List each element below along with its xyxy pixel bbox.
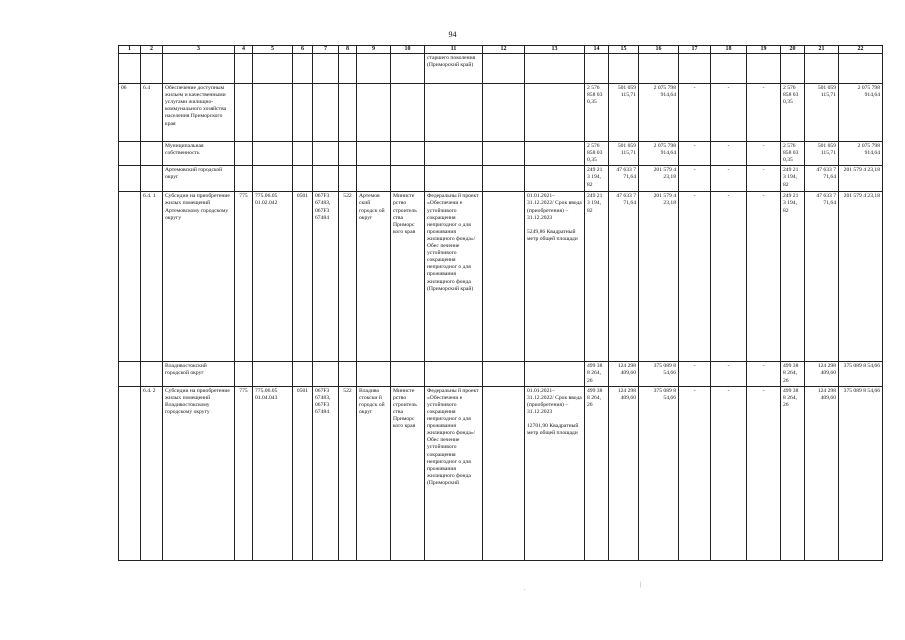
table-cell: 067F3 67483, 067F3 67484 (313, 386, 339, 560)
table-row (119, 166, 883, 192)
column-number: 17 (679, 46, 711, 54)
table-cell (391, 166, 425, 192)
table-cell (839, 54, 883, 84)
table-cell: 0501 (293, 386, 313, 560)
table-cell: - (711, 166, 747, 192)
table-cell (639, 54, 679, 84)
table-cell: - (679, 84, 711, 142)
table-cell: 124 298 409,60 (805, 386, 839, 560)
table-cell (235, 84, 253, 142)
table-cell: Министе рство строитель ства Приморс кого края (391, 192, 425, 362)
table-cell (293, 54, 313, 84)
table-cell (483, 192, 525, 362)
table-row (119, 362, 883, 386)
table-cell (141, 362, 163, 386)
table-cell: 2 075 798 914,64 (639, 142, 679, 166)
table-cell: 375 089 8 54,66 (839, 386, 883, 560)
table-row (119, 54, 883, 84)
table-cell: 47 633 7 71,64 (609, 192, 639, 362)
table-cell (293, 166, 313, 192)
table-cell (781, 54, 805, 84)
table-cell: 249 21 3 194, 82 (781, 192, 805, 362)
table-cell: 6.4. 2 (141, 386, 163, 560)
table-cell: - (747, 166, 781, 192)
table-cell (141, 142, 163, 166)
column-number: 2 (141, 46, 163, 54)
scan-mark: . (524, 586, 526, 592)
table-cell: 249 21 3 194, 82 (585, 192, 609, 362)
table-row (119, 192, 883, 362)
column-number: 3 (163, 46, 235, 54)
column-number: 12 (483, 46, 525, 54)
table-cell (313, 142, 339, 166)
table-cell (679, 54, 711, 84)
table-cell: - (747, 84, 781, 142)
table-cell (313, 166, 339, 192)
table-cell (235, 166, 253, 192)
table-cell (609, 54, 639, 84)
table-cell: 2 576 858 03 0,35 (781, 84, 805, 142)
table-cell: 124 298 409,60 (609, 386, 639, 560)
table-cell (253, 84, 293, 142)
column-number: 7 (313, 46, 339, 54)
table-cell (483, 142, 525, 166)
table-cell (313, 84, 339, 142)
table-cell: 775.06.05 01.04.043 (253, 386, 293, 560)
table-cell (119, 54, 141, 84)
table-cell (483, 166, 525, 192)
table-cell: 06 (119, 84, 141, 142)
table-cell: 01.01.2021– 31.12.2022/ Срок ввода (приобретения) – 31.12.2023 12701,90 Квадратный метр общей площади (525, 386, 585, 560)
table-cell (357, 362, 391, 386)
table-cell: 501 059 115,71 (805, 84, 839, 142)
table-cell: 375 089 8 54,66 (639, 362, 679, 386)
table-cell (339, 166, 357, 192)
table-cell (293, 362, 313, 386)
table-cell (525, 54, 585, 84)
table-cell (357, 166, 391, 192)
table-cell: 201 579 4 23,18 (839, 192, 883, 362)
table-cell (141, 54, 163, 84)
table-cell (425, 166, 483, 192)
table-cell (525, 142, 585, 166)
column-number: 18 (711, 46, 747, 54)
table-cell: 2 075 798 914,64 (839, 142, 883, 166)
table-cell (483, 386, 525, 560)
column-number: 5 (253, 46, 293, 54)
table-cell: - (679, 192, 711, 362)
table-cell: 375 089 8 54,66 (839, 362, 883, 386)
table-cell (711, 54, 747, 84)
table-cell (313, 54, 339, 84)
table-row (119, 84, 883, 142)
column-number: 8 (339, 46, 357, 54)
table-cell (119, 142, 141, 166)
table-cell: 501 059 115,71 (609, 142, 639, 166)
table-cell (163, 54, 235, 84)
table-cell: 499 38 8 264, 26 (781, 362, 805, 386)
table-cell: Владивостокский городской округ (163, 362, 235, 386)
table-cell: - (747, 192, 781, 362)
table-cell: 499 38 8 264, 26 (585, 386, 609, 560)
table-cell: - (711, 386, 747, 560)
table-cell (339, 142, 357, 166)
table-cell: 501 059 115,71 (609, 84, 639, 142)
table-cell: 6.4. 1 (141, 192, 163, 362)
table-cell: 2 576 858 03 0,35 (585, 142, 609, 166)
table-cell (293, 142, 313, 166)
table-cell (253, 362, 293, 386)
table-cell: 47 633 7 71,64 (805, 166, 839, 192)
table-cell: - (679, 362, 711, 386)
budget-table (118, 45, 883, 561)
table-cell: - (679, 166, 711, 192)
table-cell: 124 298 409,60 (805, 362, 839, 386)
table-cell (235, 142, 253, 166)
table-cell: Федеральны й проект «Обеспечени е устойчивого сокращения непригодног о для проживания жилищного фонда»/Обес печение устойчивого сокращения непригодног о для проживания жилищного фонда (Приморский (425, 386, 483, 560)
table-body (119, 46, 883, 561)
table-cell: 47 633 7 71,64 (805, 192, 839, 362)
table-cell: 124 298 409,60 (609, 362, 639, 386)
table-cell: 499 38 8 264, 26 (585, 362, 609, 386)
table-cell: Артемовский городской округ (163, 166, 235, 192)
table-cell (747, 54, 781, 84)
table-cell (119, 362, 141, 386)
table-cell: 47 633 7 71,64 (609, 166, 639, 192)
table-cell (357, 54, 391, 84)
table-cell: 2 075 798 914,64 (639, 84, 679, 142)
column-number: 10 (391, 46, 425, 54)
table-cell: Артемов ский городск ой округ (357, 192, 391, 362)
table-cell (357, 142, 391, 166)
table-cell (483, 362, 525, 386)
table-cell: - (711, 362, 747, 386)
table-cell: - (711, 84, 747, 142)
table-cell (235, 54, 253, 84)
table-cell: 375 089 8 54,66 (639, 386, 679, 560)
table-cell (313, 362, 339, 386)
column-number: 4 (235, 46, 253, 54)
table-cell: 522 (339, 192, 357, 362)
table-cell (525, 166, 585, 192)
table-cell: 201 579 4 23,18 (639, 166, 679, 192)
table-row (119, 142, 883, 166)
table-cell: - (747, 386, 781, 560)
column-number: 19 (747, 46, 781, 54)
table-cell: Субсидии на приобретение жилых помещений Владивостокскому городскому округу (163, 386, 235, 560)
column-number: 21 (805, 46, 839, 54)
table-cell: Владиво стокски й городск ой округ (357, 386, 391, 560)
table-cell (391, 362, 425, 386)
table-cell: 501 059 115,71 (805, 142, 839, 166)
table-cell (425, 142, 483, 166)
table-cell: 6.4 (141, 84, 163, 142)
table-cell: старшего поколения (Приморский край) (425, 54, 483, 84)
table-cell: 249 21 3 194, 82 (585, 166, 609, 192)
table-cell: 201 579 4 23,18 (639, 192, 679, 362)
table-cell: 499 38 8 264, 26 (781, 386, 805, 560)
table-cell: 067F3 67483, 067F3 67484 (313, 192, 339, 362)
table-cell (425, 362, 483, 386)
column-number: 9 (357, 46, 391, 54)
table-cell (293, 84, 313, 142)
table-row (119, 386, 883, 560)
table-cell (585, 54, 609, 84)
table-cell (525, 362, 585, 386)
table-cell (119, 386, 141, 560)
table-cell (391, 142, 425, 166)
table-cell: Федеральны й проект «Обеспечени е устойчивого сокращения непригодног о для проживания жилищного фонда»/Обес печение устойчивого сокращения непригодног о для проживания жилищного фонда (Приморский край) (425, 192, 483, 362)
table-cell (483, 84, 525, 142)
table-cell: - (679, 386, 711, 560)
table-cell: Муниципальная собственность (163, 142, 235, 166)
table-cell (253, 166, 293, 192)
table-cell: - (711, 142, 747, 166)
table-cell (391, 54, 425, 84)
column-number: 13 (525, 46, 585, 54)
column-number: 11 (425, 46, 483, 54)
scan-mark: | (640, 582, 642, 588)
table-cell: Министе рство строитель ства Приморс кого края (391, 386, 425, 560)
table-cell: - (679, 142, 711, 166)
column-numbers-row (119, 46, 883, 54)
table-cell: Субсидии на приобретение жилых помещений Артемовскому городскому округу (163, 192, 235, 362)
table-cell: - (711, 192, 747, 362)
column-number: 20 (781, 46, 805, 54)
table-cell: 0501 (293, 192, 313, 362)
table-cell: 249 21 3 194, 82 (781, 166, 805, 192)
table-cell: 2 576 858 03 0,35 (585, 84, 609, 142)
table-cell (253, 142, 293, 166)
table-cell (141, 166, 163, 192)
column-number: 1 (119, 46, 141, 54)
column-number: 6 (293, 46, 313, 54)
table-cell: 775 (235, 386, 253, 560)
table-cell: 522 (339, 386, 357, 560)
table-cell: Обеспечение доступным жильем и качественными услугами жилищно-коммунального хозяйства населения Приморского края (163, 84, 235, 142)
table-cell (339, 84, 357, 142)
table-cell (357, 84, 391, 142)
table-cell (525, 84, 585, 142)
table-cell (805, 54, 839, 84)
table-cell (235, 362, 253, 386)
table-cell: 2 576 858 03 0,35 (781, 142, 805, 166)
column-number: 14 (585, 46, 609, 54)
table-cell (119, 166, 141, 192)
table-cell: 201 579 4 23,18 (839, 166, 883, 192)
table-cell: - (747, 362, 781, 386)
table-cell: 775.06.05 01.02.042 (253, 192, 293, 362)
table-cell: 775 (235, 192, 253, 362)
table-cell (119, 192, 141, 362)
table-cell (391, 84, 425, 142)
table-cell: - (747, 142, 781, 166)
table-cell (339, 54, 357, 84)
column-number: 16 (639, 46, 679, 54)
column-number: 22 (839, 46, 883, 54)
table-cell (253, 54, 293, 84)
column-number: 15 (609, 46, 639, 54)
table-cell: 2 075 798 914,64 (839, 84, 883, 142)
page-number: 94 (448, 30, 457, 39)
table-cell (425, 84, 483, 142)
table-cell (483, 54, 525, 84)
table-cell (339, 362, 357, 386)
table-cell: 01.01.2021– 31.12.2022/ Срок ввода (приобретения) – 31.12.2023 5249,86 Квадратный метр общей площади (525, 192, 585, 362)
